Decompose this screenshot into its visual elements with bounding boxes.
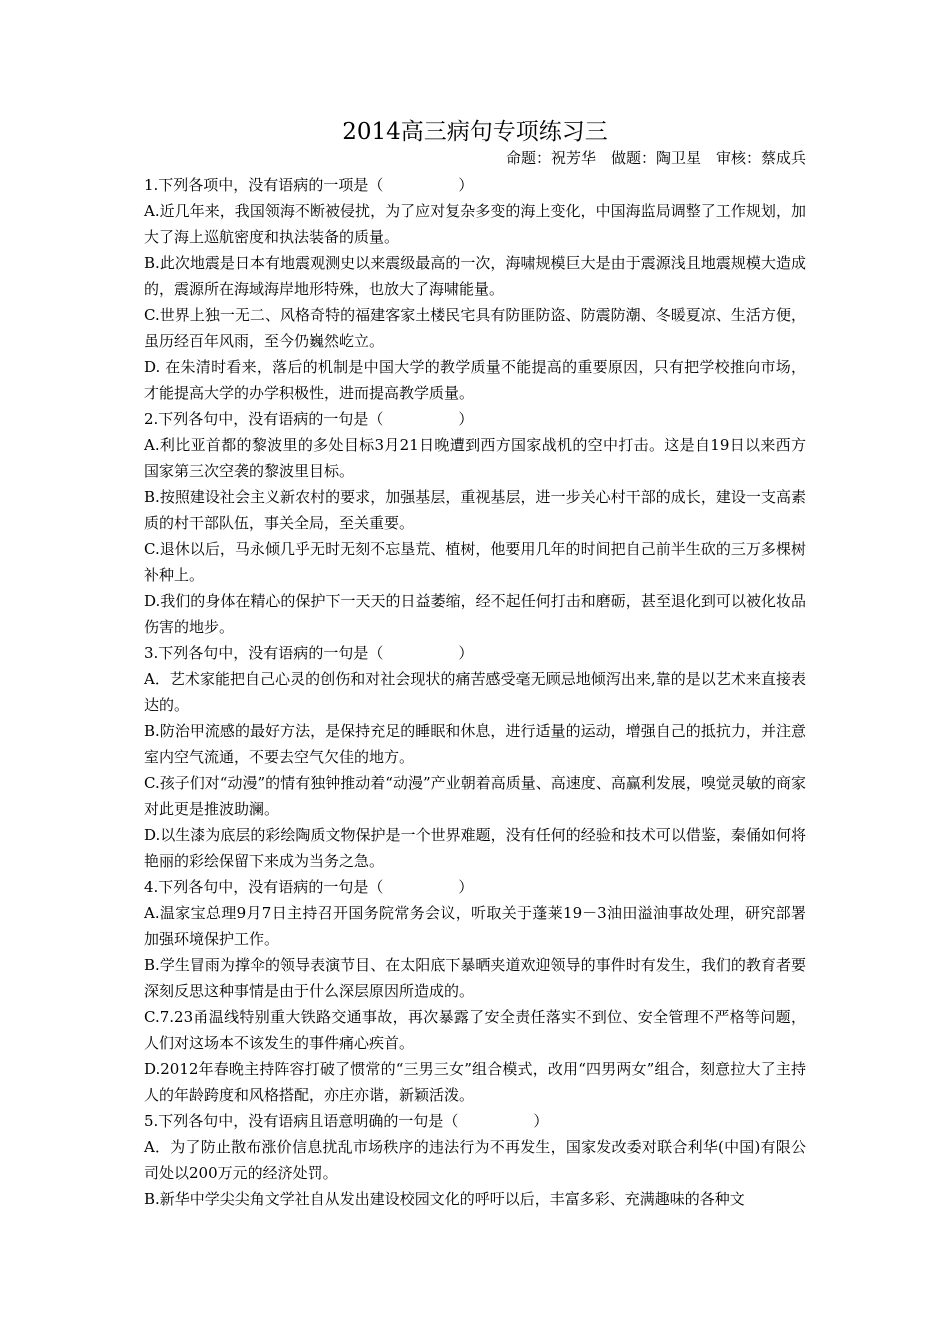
question-stem: 5.下列各句中，没有语病且语意明确的一句是（ ） — [144, 1112, 549, 1130]
question-option-b: B.按照建设社会主义新农村的要求，加强基层，重视基层，进一步关心村干部的成长，建设一支高素质的村干部队伍，事关全局，至关重要。 — [144, 488, 806, 532]
question-5 — [144, 1108, 806, 1212]
question-option-a: A．为了防止散布涨价信息扰乱市场秩序的违法行为不再发生，国家发改委对联合利华(中国)有限公司处以200万元的经济处罚。 — [144, 1138, 806, 1182]
question-option-b: B.防治甲流感的最好方法，是保持充足的睡眠和休息，进行适量的运动，增强自己的抵抗力，并注意室内空气流通，不要去空气欠佳的地方。 — [144, 722, 806, 766]
question-option-b: B.新华中学尖尖角文学社自从发出建设校园文化的呼吁以后，丰富多彩、充满趣味的各种文 — [144, 1190, 745, 1208]
question-option-a: A．艺术家能把自己心灵的创伤和对社会现状的痛苦感受毫无顾忌地倾泻出来,靠的是以艺术来直接表达的。 — [144, 670, 806, 714]
question-option-d: D.我们的身体在精心的保护下一天天的日益萎缩，经不起任何打击和磨砺，甚至退化到可以被化妆品伤害的地步。 — [144, 592, 806, 636]
question-option-b: B.学生冒雨为撑伞的领导表演节目、在太阳底下暴晒夹道欢迎领导的事件时有发生，我们的教育者要深刻反思这种事情是由于什么深层原因所造成的。 — [144, 956, 806, 1000]
question-stem: 2.下列各句中，没有语病的一句是（ ） — [144, 410, 474, 428]
question-3 — [144, 640, 806, 874]
question-option-a: A.温家宝总理9月7日主持召开国务院常务会议，听取关于蓬莱19－3油田溢油事故处理，研究部署加强环境保护工作。 — [144, 904, 806, 948]
question-option-b: B.此次地震是日本有地震观测史以来震级最高的一次，海啸规模巨大是由于震源浅且地震规模大造成的，震源所在海域海岸地形特殊，也放大了海啸能量。 — [144, 254, 806, 298]
question-option-c: C.世界上独一无二、风格奇特的福建客家土楼民宅具有防匪防盗、防震防潮、冬暖夏凉、生活方便，虽历经百年风雨，至今仍巍然屹立。 — [144, 306, 806, 350]
question-option-d: D.以生漆为底层的彩绘陶质文物保护是一个世界难题，没有任何的经验和技术可以借鉴，秦俑如何将艳丽的彩绘保留下来成为当务之急。 — [144, 826, 806, 870]
question-option-c: C.7.23甬温线特别重大铁路交通事故，再次暴露了安全责任落实不到位、安全管理不严格等问题，人们对这场本不该发生的事件痛心疾首。 — [144, 1008, 806, 1052]
question-option-d: D.2012年春晚主持阵容打破了惯常的“三男三女”组合模式，改用“四男两女”组合，刻意拉大了主持人的年龄跨度和风格搭配，亦庄亦谐，新颖活泼。 — [144, 1060, 806, 1104]
question-1 — [144, 172, 806, 406]
document-title: 2014高三病句专项练习三 — [342, 119, 608, 145]
question-option-c: C.孩子们对“动漫”的情有独钟推动着“动漫”产业朝着高质量、高速度、高赢利发展，嗅觉灵敏的商家对此更是推波助澜。 — [144, 774, 806, 818]
question-stem: 4.下列各句中，没有语病的一句是（ ） — [144, 878, 474, 896]
question-stem: 3.下列各句中，没有语病的一句是（ ） — [144, 644, 474, 662]
document-credits: 命题：祝芳华 做题：陶卫星 审核：蔡成兵 — [505, 149, 806, 167]
question-option-a: A.近几年来，我国领海不断被侵扰，为了应对复杂多变的海上变化，中国海监局调整了工作规划，加大了海上巡航密度和执法装备的质量。 — [144, 202, 806, 246]
question-4 — [144, 874, 806, 1108]
question-option-c: C.退休以后，马永倾几乎无时无刻不忘垦荒、植树，他要用几年的时间把自己前半生砍的三万多棵树补种上。 — [144, 540, 806, 584]
question-stem: 1.下列各项中，没有语病的一项是（ ） — [144, 176, 474, 194]
question-option-d: D. 在朱清时看来，落后的机制是中国大学的教学质量不能提高的重要原因，只有把学校推向市场，才能提高大学的办学积极性，进而提高教学质量。 — [144, 358, 806, 402]
document-page — [144, 116, 806, 1212]
question-option-a: A.利比亚首都的黎波里的多处目标3月21日晚遭到西方国家战机的空中打击。这是自19日以来西方国家第三次空袭的黎波里目标。 — [144, 436, 806, 480]
question-2 — [144, 406, 806, 640]
